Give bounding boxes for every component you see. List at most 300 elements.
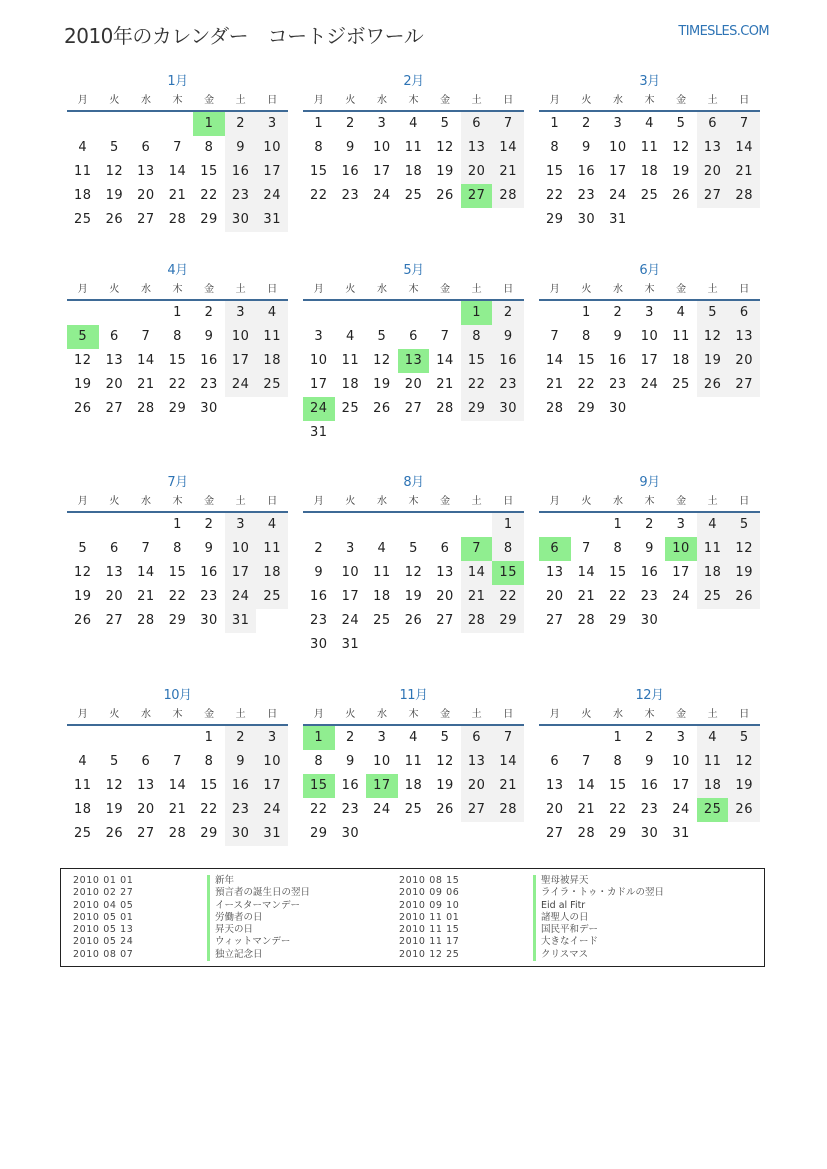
day-cell: 20 [404, 377, 423, 392]
day-cell: 2 [645, 730, 654, 745]
empty-day-cell [429, 513, 461, 537]
day-cell: 28 [577, 613, 596, 628]
weekday-label: 金 [676, 284, 687, 295]
holiday-row [73, 924, 310, 936]
day-cell: 7 [581, 541, 591, 556]
day-cell: 18 [74, 802, 92, 817]
weekend-day-cell: 30 [225, 208, 257, 232]
weekend-day-cell: 23 [225, 798, 257, 822]
weekday-label: 日 [503, 284, 514, 295]
weekend-day-cell: 29 [492, 609, 524, 633]
day-cell: 16 [200, 353, 218, 368]
day-cell: 29 [546, 212, 564, 227]
day-cell: 16 [310, 589, 328, 604]
day-cell: 24 [672, 802, 690, 817]
day-cell: 1 [613, 730, 623, 745]
day-cell: 20 [436, 589, 454, 604]
weekend-day-cell: 28 [492, 798, 524, 822]
empty-day-cell [130, 112, 162, 136]
holiday-name: 昇天の日 [207, 924, 253, 936]
holiday-day-cell: 1 [461, 301, 493, 325]
day-cell: 13 [137, 164, 155, 179]
day-cell: 19 [436, 778, 454, 793]
day-cell: 7 [173, 140, 182, 155]
day-cell: 13 [137, 778, 155, 793]
day-cell: 22 [609, 802, 627, 817]
weekend-day-cell: 12 [728, 537, 760, 561]
day-cell: 3 [377, 116, 387, 131]
weekend-day-cell: 5 [728, 513, 760, 537]
weekend-day-cell: 31 [225, 609, 257, 633]
weekend-day-cell: 31 [256, 822, 288, 846]
holiday-name: 独立記念日 [207, 949, 263, 961]
empty-day-cell [539, 513, 571, 537]
weekday-label: 水 [612, 95, 623, 106]
day-cell: 22 [200, 802, 218, 817]
day-cell: 19 [74, 377, 92, 392]
day-cell: 14 [168, 778, 187, 793]
weekday-label: 水 [140, 95, 151, 106]
holiday-row [399, 949, 664, 961]
day-cell: 9 [314, 565, 324, 580]
day-cell: 19 [74, 589, 92, 604]
weekday-label: 土 [707, 496, 718, 507]
day-cell: 19 [105, 802, 124, 817]
holiday-date: 2010 02 27 [73, 887, 134, 899]
weekend-day-cell: 3 [256, 112, 288, 136]
weekday-label: 火 [345, 95, 356, 106]
holiday-date: 2010 01 01 [73, 875, 134, 886]
weekday-label: 水 [376, 95, 387, 106]
day-grid [303, 726, 524, 846]
weekend-day-cell: 28 [728, 184, 760, 208]
day-cell: 13 [105, 353, 124, 368]
day-cell: 26 [74, 613, 92, 628]
weekday-label: 火 [109, 496, 120, 507]
day-cell: 7 [581, 754, 591, 769]
empty-day-cell [335, 301, 367, 325]
weekend-day-cell: 13 [697, 136, 729, 160]
day-cell: 10 [373, 140, 391, 155]
weekend-day-cell: 3 [256, 726, 288, 750]
month-calendar [67, 72, 288, 232]
holiday-date: 2010 05 13 [73, 924, 134, 936]
day-cell: 13 [436, 565, 454, 580]
day-cell: 14 [168, 164, 187, 179]
day-cell: 10 [373, 754, 391, 769]
day-grid [303, 112, 524, 208]
weekend-day-cell: 14 [461, 561, 493, 585]
day-cell: 12 [105, 778, 124, 793]
weekday-label: 金 [440, 496, 451, 507]
empty-day-cell [366, 301, 398, 325]
day-cell: 21 [577, 802, 596, 817]
day-cell: 25 [74, 826, 92, 841]
holiday-name: クリスマス [533, 949, 588, 961]
day-cell: 30 [200, 613, 218, 628]
day-cell: 23 [341, 802, 360, 817]
weekend-day-cell: 30 [492, 397, 524, 421]
holiday-row [399, 924, 664, 936]
day-cell: 29 [609, 613, 627, 628]
day-grid [539, 726, 760, 846]
day-cell: 27 [546, 826, 564, 841]
weekend-day-cell: 23 [492, 373, 524, 397]
day-cell: 11 [341, 353, 360, 368]
day-cell: 9 [645, 754, 654, 769]
weekend-day-cell: 25 [256, 585, 288, 609]
day-cell: 5 [109, 754, 119, 769]
weekend-day-cell: 5 [728, 726, 760, 750]
weekday-label: 火 [581, 496, 592, 507]
day-cell: 18 [404, 164, 423, 179]
day-cell: 5 [409, 541, 418, 556]
day-cell: 29 [168, 401, 187, 416]
weekday-label: 木 [172, 496, 183, 507]
day-cell: 20 [546, 802, 564, 817]
weekday-label: 金 [204, 95, 215, 106]
day-cell: 17 [310, 377, 328, 392]
day-cell: 18 [640, 164, 659, 179]
weekday-label: 月 [313, 284, 324, 295]
day-cell: 6 [440, 541, 450, 556]
weekday-label: 金 [204, 709, 215, 720]
holiday-day-cell: 24 [303, 397, 335, 421]
holiday-date: 2010 11 17 [399, 936, 460, 948]
month-calendar [67, 473, 288, 633]
day-cell: 21 [577, 589, 596, 604]
day-grid [303, 301, 524, 445]
weekday-label: 月 [549, 709, 560, 720]
holiday-day-cell: 1 [193, 112, 225, 136]
day-cell: 26 [105, 826, 124, 841]
site-logo[interactable]: TIMESLES.COM [678, 24, 769, 39]
month-title: 3月 [639, 74, 660, 89]
weekend-day-cell: 28 [492, 184, 524, 208]
day-cell: 16 [341, 778, 360, 793]
day-cell: 22 [577, 377, 596, 392]
weekend-day-cell: 27 [697, 184, 729, 208]
day-cell: 7 [141, 541, 151, 556]
holiday-row [399, 887, 664, 899]
weekend-day-cell: 22 [492, 585, 524, 609]
weekday-label: 木 [644, 95, 655, 106]
empty-day-cell [67, 726, 99, 750]
day-cell: 28 [168, 212, 187, 227]
weekend-day-cell: 8 [492, 537, 524, 561]
day-cell: 15 [310, 164, 328, 179]
day-cell: 5 [440, 116, 450, 131]
weekend-day-cell: 2 [492, 301, 524, 325]
day-cell: 20 [105, 589, 124, 604]
day-cell: 21 [137, 377, 155, 392]
weekend-day-cell: 18 [256, 349, 288, 373]
holiday-row [73, 936, 310, 948]
day-cell: 28 [436, 401, 454, 416]
weekday-label: 土 [235, 709, 246, 720]
weekend-day-cell: 22 [461, 373, 493, 397]
weekday-label: 金 [676, 95, 687, 106]
weekend-day-cell: 11 [697, 750, 729, 774]
day-cell: 5 [109, 140, 119, 155]
empty-day-cell [67, 301, 99, 325]
day-cell: 27 [404, 401, 423, 416]
weekday-label: 土 [235, 95, 246, 106]
day-cell: 13 [105, 565, 124, 580]
day-cell: 29 [609, 826, 627, 841]
holiday-date: 2010 11 15 [399, 924, 460, 936]
holiday-day-cell: 27 [461, 184, 493, 208]
weekday-label: 木 [408, 709, 419, 720]
month-title: 11月 [399, 688, 428, 703]
day-cell: 10 [609, 140, 627, 155]
day-cell: 27 [436, 613, 454, 628]
weekend-day-cell: 13 [461, 136, 493, 160]
day-cell: 13 [546, 565, 564, 580]
weekday-label: 土 [471, 709, 482, 720]
day-cell: 2 [204, 305, 214, 320]
day-cell: 3 [613, 116, 623, 131]
holiday-name: 労働者の日 [207, 912, 263, 924]
day-cell: 22 [168, 589, 187, 604]
weekend-day-cell: 9 [492, 325, 524, 349]
weekend-day-cell: 11 [256, 325, 288, 349]
day-cell: 2 [613, 305, 623, 320]
day-cell: 8 [613, 541, 623, 556]
day-cell: 9 [645, 541, 654, 556]
day-cell: 14 [546, 353, 564, 368]
holiday-row [399, 912, 664, 924]
day-cell: 12 [672, 140, 690, 155]
month-calendar [303, 686, 524, 846]
day-cell: 24 [373, 802, 391, 817]
weekday-label: 月 [313, 496, 324, 507]
weekend-day-cell: 20 [697, 160, 729, 184]
day-cell: 21 [168, 802, 187, 817]
weekday-label: 月 [549, 95, 560, 106]
weekday-label: 木 [172, 284, 183, 295]
day-cell: 18 [74, 188, 92, 203]
day-cell: 17 [672, 565, 690, 580]
day-cell: 9 [345, 754, 355, 769]
empty-day-cell [461, 513, 493, 537]
day-cell: 31 [609, 212, 627, 227]
day-cell: 11 [640, 140, 659, 155]
weekend-day-cell: 28 [461, 609, 493, 633]
day-cell: 10 [310, 353, 328, 368]
weekend-day-cell: 2 [225, 726, 257, 750]
day-cell: 6 [109, 541, 119, 556]
day-cell: 4 [78, 754, 88, 769]
empty-day-cell [67, 513, 99, 537]
empty-day-cell [539, 301, 571, 325]
day-cell: 8 [314, 140, 324, 155]
weekday-label: 木 [644, 284, 655, 295]
day-cell: 11 [672, 329, 690, 344]
weekend-day-cell: 21 [492, 774, 524, 798]
weekday-header [303, 493, 524, 513]
weekend-day-cell: 4 [256, 301, 288, 325]
weekday-label: 日 [503, 496, 514, 507]
empty-day-cell [162, 112, 194, 136]
day-cell: 15 [546, 164, 564, 179]
day-cell: 8 [314, 754, 324, 769]
holiday-name: 大きなイード [533, 936, 598, 948]
holiday-day-cell: 15 [303, 774, 335, 798]
weekend-day-cell: 21 [492, 160, 524, 184]
day-cell: 9 [613, 329, 623, 344]
weekend-day-cell: 7 [492, 112, 524, 136]
day-cell: 21 [436, 377, 454, 392]
month-calendar [539, 72, 760, 232]
day-cell: 3 [314, 329, 324, 344]
day-cell: 25 [404, 188, 423, 203]
day-cell: 31 [341, 637, 360, 652]
weekday-label: 月 [313, 95, 324, 106]
weekend-day-cell: 19 [728, 561, 760, 585]
day-cell: 12 [404, 565, 423, 580]
day-cell: 16 [609, 353, 627, 368]
day-cell: 22 [168, 377, 187, 392]
empty-day-cell [571, 513, 603, 537]
day-cell: 7 [173, 754, 182, 769]
holiday-name: 国民平和デー [533, 924, 598, 936]
day-cell: 8 [173, 541, 182, 556]
day-cell: 27 [137, 212, 155, 227]
weekend-day-cell: 16 [492, 349, 524, 373]
day-cell: 28 [546, 401, 564, 416]
weekday-header [67, 281, 288, 301]
weekend-day-cell: 7 [492, 726, 524, 750]
weekday-label: 水 [140, 709, 151, 720]
empty-day-cell [303, 513, 335, 537]
day-cell: 14 [137, 353, 155, 368]
weekday-header [303, 281, 524, 301]
weekday-label: 月 [77, 496, 88, 507]
day-cell: 18 [341, 377, 360, 392]
weekday-label: 金 [676, 709, 687, 720]
day-cell: 2 [581, 116, 591, 131]
day-cell: 4 [345, 329, 355, 344]
weekend-day-cell: 11 [697, 537, 729, 561]
weekday-label: 土 [707, 284, 718, 295]
weekend-day-cell: 14 [728, 136, 760, 160]
day-cell: 18 [672, 353, 690, 368]
page-title: 2010年のカレンダー コートジボワール [64, 24, 424, 48]
weekday-label: 火 [109, 284, 120, 295]
month-calendar [303, 261, 524, 445]
day-cell: 8 [204, 140, 214, 155]
weekday-label: 水 [140, 496, 151, 507]
weekday-label: 日 [267, 95, 278, 106]
empty-day-cell [366, 513, 398, 537]
weekday-header [67, 493, 288, 513]
day-cell: 18 [404, 778, 423, 793]
day-cell: 20 [546, 589, 564, 604]
day-cell: 16 [640, 778, 659, 793]
weekday-header [67, 92, 288, 112]
empty-day-cell [67, 112, 99, 136]
empty-day-cell [303, 301, 335, 325]
holiday-list [60, 868, 765, 967]
day-cell: 5 [440, 730, 450, 745]
weekend-day-cell: 12 [728, 750, 760, 774]
holiday-date: 2010 11 01 [399, 911, 460, 923]
day-cell: 23 [200, 377, 218, 392]
holiday-date: 2010 09 06 [399, 887, 460, 899]
weekend-day-cell: 24 [225, 585, 257, 609]
day-cell: 26 [436, 802, 454, 817]
holiday-date: 2010 09 10 [399, 899, 460, 911]
weekday-label: 土 [471, 284, 482, 295]
day-cell: 25 [640, 188, 659, 203]
day-cell: 11 [373, 565, 391, 580]
day-cell: 14 [137, 565, 155, 580]
day-cell: 4 [645, 116, 654, 131]
day-cell: 9 [345, 140, 355, 155]
weekend-day-cell: 31 [256, 208, 288, 232]
day-cell: 16 [341, 164, 360, 179]
holiday-row [73, 900, 310, 912]
holiday-column-right [399, 875, 664, 961]
weekend-day-cell: 5 [697, 301, 729, 325]
day-cell: 4 [78, 140, 88, 155]
day-cell: 11 [404, 754, 423, 769]
empty-day-cell [335, 513, 367, 537]
day-cell: 2 [345, 730, 355, 745]
day-cell: 8 [550, 140, 560, 155]
holiday-day-cell: 15 [492, 561, 524, 585]
weekday-label: 日 [739, 284, 750, 295]
day-cell: 30 [640, 826, 659, 841]
weekday-label: 火 [345, 284, 356, 295]
weekday-label: 水 [376, 496, 387, 507]
weekday-label: 火 [581, 284, 592, 295]
empty-day-cell [429, 301, 461, 325]
day-cell: 21 [168, 188, 187, 203]
day-cell: 8 [204, 754, 214, 769]
day-cell: 23 [640, 802, 659, 817]
empty-day-cell [99, 112, 131, 136]
day-cell: 25 [404, 802, 423, 817]
weekday-label: 月 [77, 95, 88, 106]
day-cell: 26 [404, 613, 423, 628]
month-title: 12月 [635, 688, 664, 703]
weekend-day-cell: 11 [256, 537, 288, 561]
day-cell: 6 [141, 754, 151, 769]
weekend-day-cell: 10 [225, 325, 257, 349]
day-cell: 9 [204, 329, 214, 344]
day-cell: 23 [200, 589, 218, 604]
weekend-day-cell: 4 [697, 726, 729, 750]
month-calendar [539, 686, 760, 846]
month-calendar [67, 686, 288, 846]
day-cell: 26 [672, 188, 690, 203]
weekend-day-cell: 6 [461, 726, 493, 750]
weekday-label: 土 [471, 95, 482, 106]
weekend-day-cell: 15 [461, 349, 493, 373]
weekday-label: 土 [471, 496, 482, 507]
weekend-day-cell: 17 [256, 160, 288, 184]
empty-day-cell [398, 301, 430, 325]
day-cell: 12 [74, 353, 92, 368]
weekday-label: 金 [440, 284, 451, 295]
weekend-day-cell: 8 [461, 325, 493, 349]
weekend-day-cell: 7 [728, 112, 760, 136]
day-cell: 24 [341, 613, 360, 628]
day-cell: 20 [137, 802, 155, 817]
empty-day-cell [398, 513, 430, 537]
